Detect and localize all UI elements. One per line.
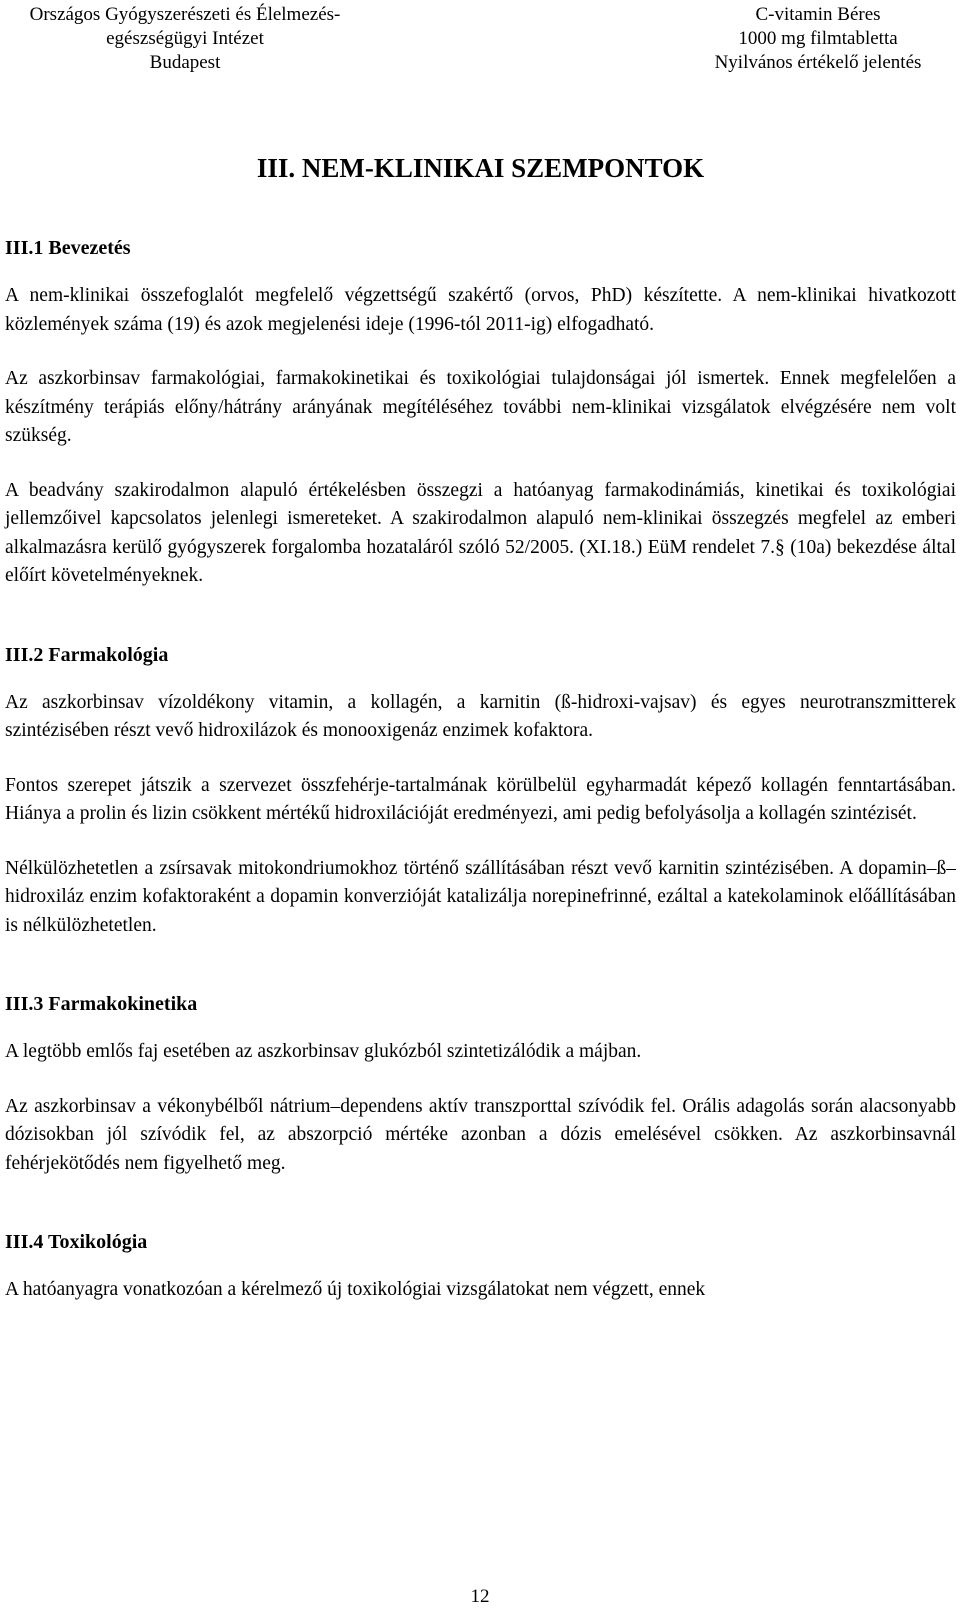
paragraph: Az aszkorbinsav a vékonybélből nátrium–dependens aktív transzporttal szívódik fel. Orális adagolás során alacsonyabb dózisokban jól szívódik fel, az abszorpció mértéke azonban a dózis emelésével csökken. Az aszkorbinsavnál fehérjekötődés nem figyelhető meg. bbox=[5, 1095, 956, 1174]
header-institute-line: egészségügyi Intézet bbox=[106, 28, 264, 49]
page-number: 12 bbox=[470, 1586, 490, 1607]
section-heading: III.3 Farmakokinetika bbox=[5, 993, 198, 1015]
header-product-line: Nyilvános értékelő jelentés bbox=[714, 52, 922, 73]
paragraph: Az aszkorbinsav farmakológiai, farmakokinetikai és toxikológiai tulajdonságai jól ismertek. Ennek megfelelően a készítmény terápiás előny/hátrány arányának megítéléséhez további nem-klinikai vizsgálatok elvégzésére nem volt szükség. bbox=[5, 368, 956, 446]
page-title: III. NEM-KLINIKAI SZEMPONTOK bbox=[256, 153, 705, 183]
paragraph: Az aszkorbinsav vízoldékony vitamin, a kollagén, a karnitin (ß-hidroxi-vajsav) és egyes neurotranszmitterek szintézisében részt vevő hidroxilázok és monooxigenáz enzimek kofaktora. bbox=[5, 691, 956, 741]
section-heading: III.1 Bevezetés bbox=[5, 237, 131, 259]
document-body bbox=[5, 150, 956, 1331]
paragraph: A beadvány szakirodalmon alapuló értékelésben összegzi a hatóanyag farmakodinámiás, kinetikai és toxikológiai jellemzőivel kapcsolatos jelenlegi ismereteket. A szakirodalmon alapuló nem-klinikai összegzés megfelel az emberi alkalmazásra kerülő gyógyszerek forgalomba hozataláról szóló 52/2005. (XI.18.) EüM rendelet 7.§ (10a) bekezdése által előírt követelményeknek. bbox=[5, 479, 956, 586]
paragraph: A hatóanyagra vonatkozóan a kérelmező új toxikológiai vizsgálatokat nem végzett, ennek bbox=[5, 1279, 706, 1300]
section-pharmacology bbox=[5, 641, 956, 941]
paragraph: A legtöbb emlős faj esetében az aszkorbinsav glukózból szintetizálódik a májban. bbox=[5, 1041, 642, 1062]
section-toxicology bbox=[5, 1228, 956, 1305]
paragraph: Fontos szerepet játszik a szervezet összfehérje-tartalmának körülbelül egyharmadát képező kollagén fenntartásában. Hiánya a prolin és lizin csökkent mértékű hidroxilációját eredményezi, ami pedig befolyásolja a kollagén szintézisét. bbox=[5, 774, 956, 824]
section-heading: III.4 Toxikológia bbox=[5, 1231, 148, 1253]
section-heading: III.2 Farmakológia bbox=[5, 643, 169, 666]
header-institute bbox=[5, 3, 365, 75]
paragraph: Nélkülözhetetlen a zsírsavak mitokondriumokhoz történő szállításában részt vevő karnitin szintézisében. A dopamin–ß–hidroxiláz enzim kofaktoraként a dopamin konverzióját katalizálja norepinefrinné, ezáltal a katekolaminok előállításában is nélkülözhetetlen. bbox=[5, 857, 956, 936]
paragraph: A nem-klinikai összefoglalót megfelelő végzettségű szakértő (orvos, PhD) készítette. A nem-klinikai hivatkozott közlemények száma (19) és azok megjelenési ideje (1996-tól 2011-ig) elfogadható. bbox=[5, 285, 956, 335]
header-institute-line: Budapest bbox=[149, 52, 221, 73]
header-product-line: 1000 mg filmtabletta bbox=[738, 28, 898, 49]
header-product-line: C-vitamin Béres bbox=[755, 4, 881, 25]
page-header bbox=[5, 3, 948, 75]
section-introduction bbox=[5, 234, 956, 591]
section-pharmacokinetics bbox=[5, 990, 956, 1178]
header-institute-line: Országos Gyógyszerészeti és Élelmezés- bbox=[29, 4, 341, 25]
header-product bbox=[688, 3, 948, 75]
